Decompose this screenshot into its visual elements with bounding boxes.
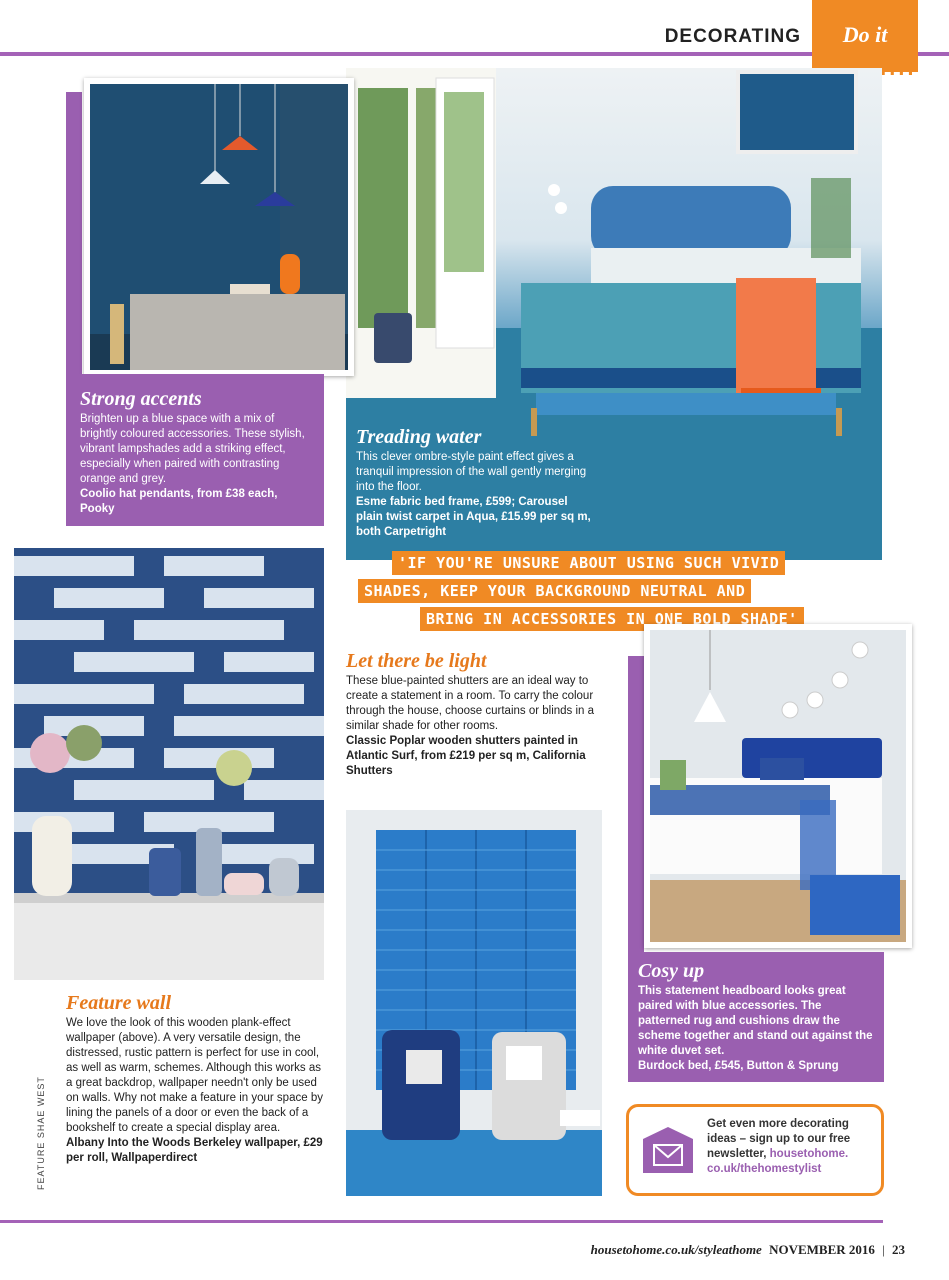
cosy-up-title: Cosy up [638,960,705,982]
newsletter-text-block [707,1117,875,1177]
newsletter-text: Get even more decorating ideas – sign up to our free newsletter, [707,1118,851,1160]
accent-bar-left [66,92,82,382]
treading-water-body: This clever ombre-style paint effect gives a tranquil impression of the wall gently merging into the floor. [356,451,587,493]
side-credit: FEATURE SHAE WEST [36,1076,46,1190]
feature-wall-credit: Albany Into the Woods Berkeley wallpaper, £29 per roll, Wallpaperdirect [66,1137,323,1164]
accent-bar-right [628,656,644,956]
dining-photo [84,78,354,376]
shutters-photo [346,810,602,1196]
let-there-be-light-caption [346,650,606,779]
footer-divider: | [882,1242,885,1257]
cosy-up-credit: Burdock bed, £545, Button & Sprung [638,1060,839,1072]
wallpaper-photo [14,548,324,980]
top-rule [0,52,949,56]
strong-accents-body: Brighten up a blue space with a mix of brightly coloured accessories. These stylish, vibrant lampshades add a striking effect, especially when paired with contrasting orange and grey. [80,413,305,485]
quote-line-1: 'IF YOU'RE UNSURE ABOUT USING SUCH VIVID [392,551,785,575]
wallpaper-illustration [14,548,324,980]
footer-url[interactable]: housetohome.co.uk/styleathome [590,1242,762,1257]
section-label: DECORATING [664,26,801,47]
tab-label: Do it [842,22,888,47]
footer [591,1242,905,1258]
feature-wall-caption [66,992,324,1166]
feature-wall-body: We love the look of this wooden plank-effect wallpaper (above). A very versatile design, the distressed, rustic pattern is perfect for use in cool, as well as warm, schemes. Although this works as a great backdrop, wallpaper needn't only be used on walls. Why not make a feature in your space by lining the panels of a door or even the back of a bookshelf to create a special display area. [66,1017,323,1134]
do-it-tab [812,0,918,75]
newsletter-box [626,1104,884,1196]
white-bedroom-illustration [650,630,906,942]
quote-line-3: BRING IN ACCESSORIES IN ONE BOLD SHADE' [420,607,804,631]
treading-water-credit: Esme fabric bed frame, £599; Carousel plain twist carpet in Aqua, £15.99 per sq m, both Carpetright [356,496,591,538]
feature-wall-title: Feature wall [66,992,172,1014]
treading-water-caption [356,426,596,540]
dining-illustration [90,84,348,370]
footer-page-number: 23 [892,1242,905,1257]
bottom-rule [0,1220,883,1223]
let-there-be-light-body: These blue-painted shutters are an ideal way to create a statement in a room. To carry the colour through the house, choose curtains or blinds in a similar shade for other rooms. [346,675,595,732]
let-there-be-light-title: Let there be light [346,650,487,672]
footer-issue: NOVEMBER 2016 [769,1242,875,1257]
quote-line-2: SHADES, KEEP YOUR BACKGROUND NEUTRAL AND [358,579,751,603]
strong-accents-title: Strong accents [80,388,202,410]
strong-accents-caption [66,374,324,526]
let-there-be-light-credit: Classic Poplar wooden shutters painted in Atlantic Surf, from £219 per sq m, California Shutters [346,735,586,777]
treading-water-title: Treading water [356,426,482,448]
strong-accents-credit: Coolio hat pendants, from £38 each, Pooky [80,488,278,515]
white-bedroom-photo [644,624,912,948]
envelope-house-icon [641,1125,695,1175]
newsletter-link[interactable]: housetohome. co.uk/thehomestylist [707,1148,849,1175]
cosy-up-body: This statement headboard looks great paired with blue accessories. The patterned rug and cushions draw the scheme together and stand out against the white duvet set. [638,985,873,1057]
cosy-up-caption [628,952,884,1082]
shutters-illustration [346,810,602,1196]
